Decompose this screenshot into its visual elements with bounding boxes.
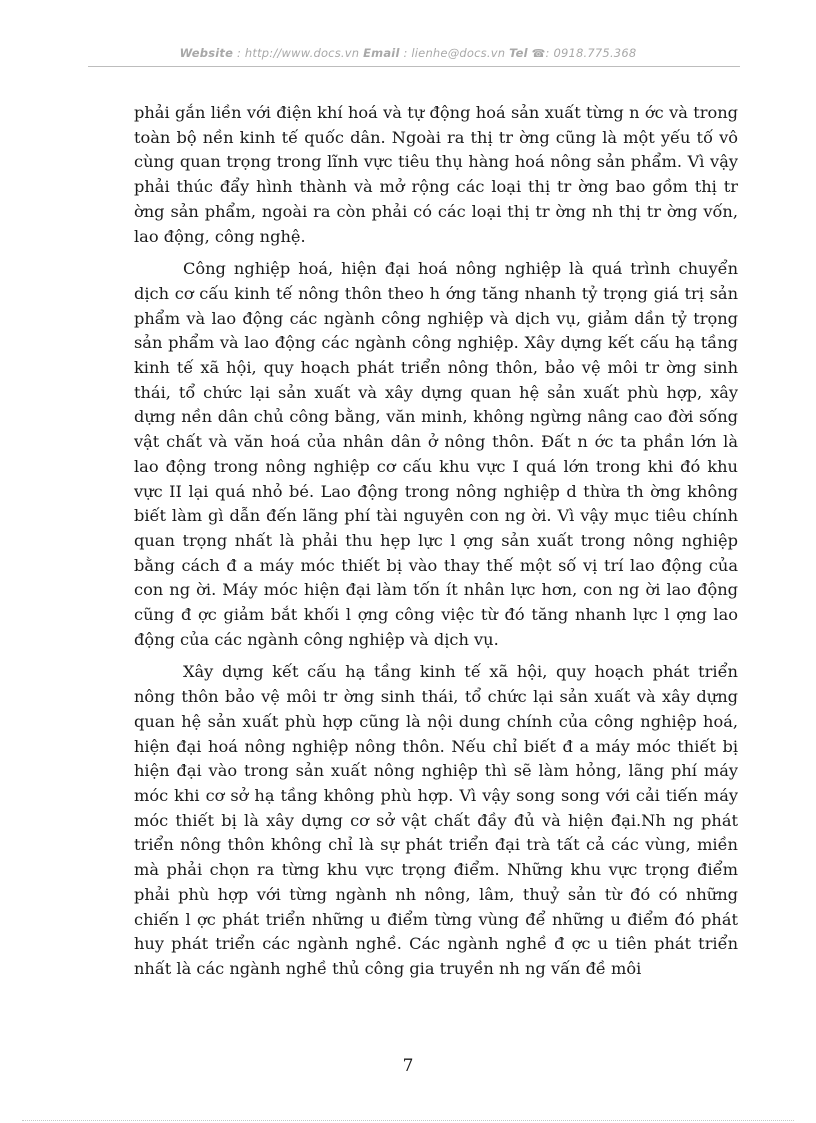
email-label: Email xyxy=(363,46,400,60)
document-body xyxy=(134,101,738,982)
website-url: : http://www.docs.vn xyxy=(233,46,364,60)
email-address: : lienhe@docs.vn xyxy=(399,46,510,60)
tel-number: : 0918.775.368 xyxy=(545,46,637,60)
page-bottom-divider xyxy=(22,1120,794,1121)
paragraph-3: Xây dựng kết cấu hạ tầng kinh tế xã hội, quy hoạch phát triển nông thôn bảo vệ môi tr ờng sinh thái, tổ chức lại sản xuất và xây dựng quan hệ sản xuất phù hợp cũng là nội dung chính của công nghiệp hoá, hiện đại hoá nông nghiệp nông thôn. Nếu chỉ biết đ a máy móc thiết bị hiện đại vào trong sản xuất nông nghiệp thì sẽ làm hỏng, lãng phí máy móc khi cơ sở hạ tầng không phù hợp. Vì vậy song song với cải tiến máy móc thiết bị là xây dựng cơ sở vật chất đầy đủ và hiện đại.Nh ng phát triển nông thôn không chỉ là sự phát triển đại trà tất cả các vùng, miền mà phải chọn ra từng khu vực trọng điểm. Những khu vực trọng điểm phải phù hợp với từng ngành nh nông, lâm, thuỷ sản từ đó có những chiến l ợc phát triển những u điểm từng vùng để những u điểm đó phát huy phát triển các ngành nghề. Các ngành nghề đ ợc u tiên phát triển nhất là các ngành nghề thủ công gia truyền nh ng vấn đề môi xyxy=(134,662,738,978)
page-header xyxy=(0,46,816,60)
paragraph-2: Công nghiệp hoá, hiện đại hoá nông nghiệp là quá trình chuyển dịch cơ cấu kinh tế nông thôn theo h ớng tăng nhanh tỷ trọng giá trị sản phẩm và lao động các ngành công nghiệp và dịch vụ, giảm dần tỷ trọng sản phẩm và lao động các ngành công nghiệp. Xây dựng kết cấu hạ tầng kinh tế xã hội, quy hoạch phát triển nông thôn, bảo vệ môi tr ờng sinh thái, tổ chức lại sản xuất và xây dựng quan hệ sản xuất phù hợp, xây dựng nền dân chủ công bằng, văn minh, không ngừng nâng cao đời sống vật chất và văn hoá của nhân dân ở nông thôn. Đất n ớc ta phần lớn là lao động trong nông nghiệp cơ cấu khu vực I quá lớn trong khi đó khu vực II lại quá nhỏ bé. Lao động trong nông nghiệp d thừa th ờng không biết làm gì dẫn đến lãng phí tài nguyên con ng ời. Vì vậy mục tiêu chính quan trọng nhất là phải thu hẹp lực l ợng sản xuất trong nông nghiệp bằng cách đ a máy móc thiết bị vào thay thế một số vị trí lao động của con ng ời. Máy móc hiện đại làm tốn ít nhân lực hơn, con ng ời lao động cũng đ ợc giảm bắt khối l ợng công việc từ đó tăng nhanh lực l ợng lao động của các ngành công nghiệp và dịch vụ. xyxy=(134,259,738,649)
phone-icon: ☎ xyxy=(531,47,546,60)
paragraph-1: phải gắn liền với điện khí hoá và tự động hoá sản xuất từng n ớc và trong toàn bộ nền kinh tế quốc dân. Ngoài ra thị tr ờng cũng là một yếu tố vô cùng quan trọng trong lĩnh vực tiêu thụ hàng hoá nông sản phẩm. Vì vậy phải thúc đẩy hình thành và mở rộng các loại thị tr ờng bao gồm thị tr ờng sản phẩm, ngoài ra còn phải có các loại thị tr ờng nh thị tr ờng vốn, lao động, công nghệ. xyxy=(134,103,738,246)
header-divider xyxy=(88,66,740,67)
website-label: Website xyxy=(179,46,234,60)
page-number: 7 xyxy=(402,1056,414,1076)
tel-label: Tel xyxy=(509,46,528,60)
